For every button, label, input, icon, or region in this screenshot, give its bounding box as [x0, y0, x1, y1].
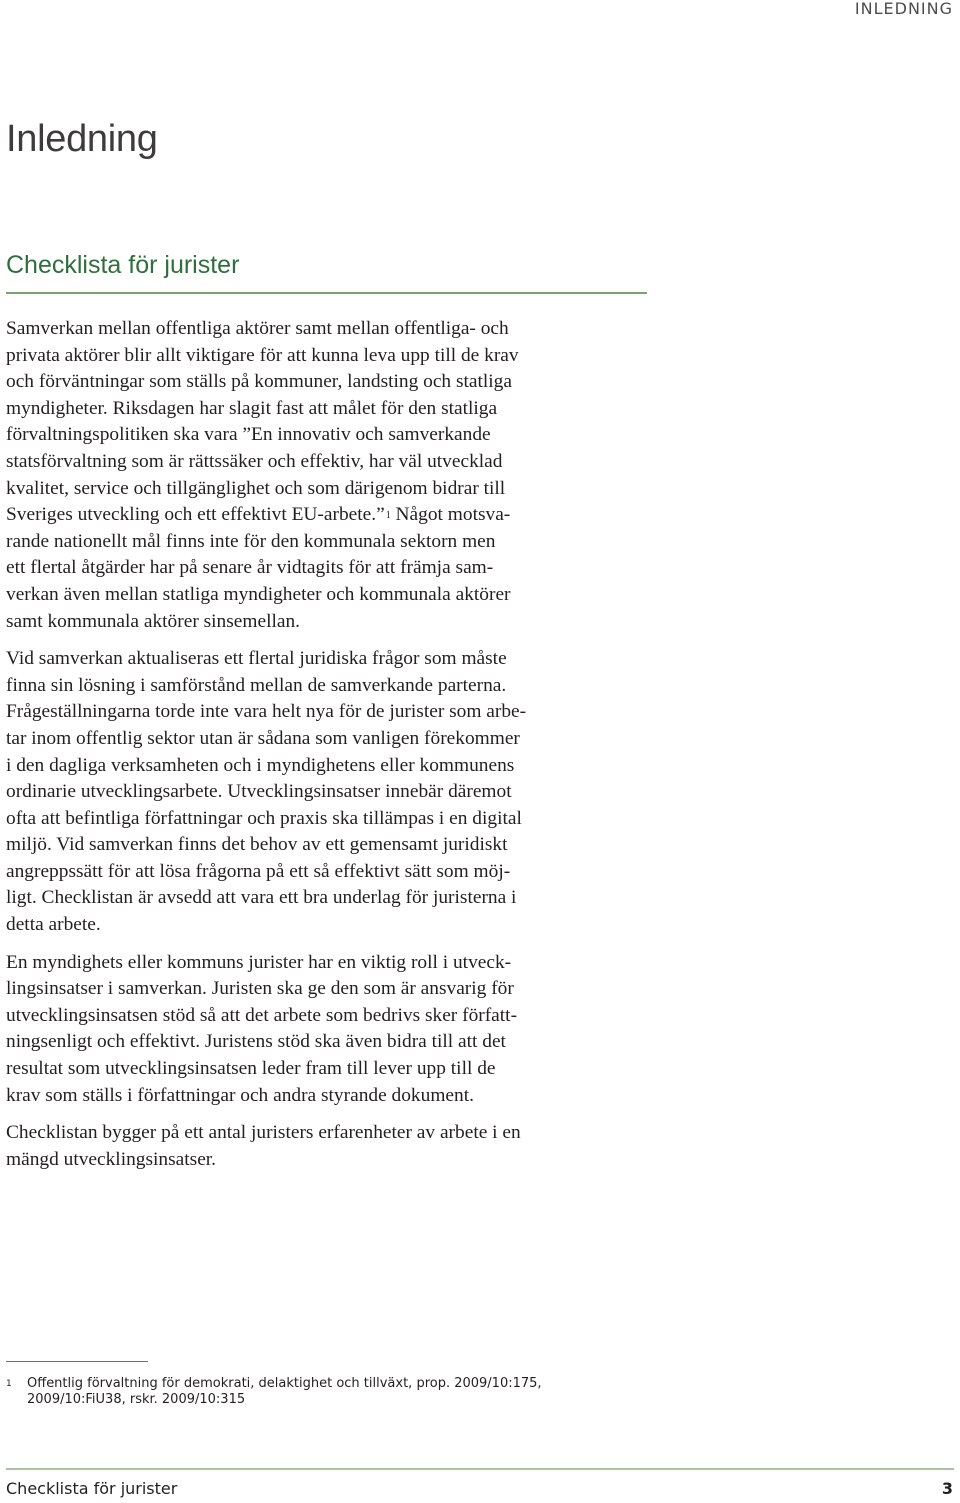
text-line: krav som ställs i författningar och andra styrande dokument.	[6, 1084, 474, 1106]
text-line: finna sin lösning i samförstånd mellan de samverkande parterna.	[6, 674, 507, 696]
text-line: ligt. Checklistan är avsedd att vara ett bra underlag för juristerna i	[6, 887, 517, 909]
chapter-title: Inledning	[6, 118, 158, 160]
text-line: Vid samverkan aktualiseras ett flertal juridiska frågor som måste	[6, 648, 507, 670]
text-line: tar inom offentlig sektor utan är sådana som vanligen förekommer	[6, 727, 520, 749]
footnote-number: 1	[6, 1379, 12, 1389]
text-line: detta arbete.	[6, 914, 101, 936]
text-line: myndigheter. Riksdagen har slagit fast att målet för den statliga	[6, 397, 498, 419]
text-line: i den dagliga verksamheten och i myndighetens eller kommunens	[6, 754, 515, 776]
text-line: förvaltningspolitiken ska vara ”En innovativ och samverkande	[6, 424, 491, 446]
text-line: En myndighets eller kommuns jurister har en viktig roll i utveck-	[6, 951, 512, 973]
body-text	[6, 316, 651, 1184]
text-segment: Sveriges utveckling och ett effektivt EU-arbete.”	[6, 504, 385, 526]
text-line: samt kommunala aktörer sinsemellan.	[6, 610, 301, 632]
text-line: Samverkan mellan offentliga aktörer samt mellan offentliga- och	[6, 318, 509, 339]
text-line: privata aktörer blir allt viktigare för att kunna leva upp till de krav	[6, 344, 519, 366]
text-line: verkan även mellan statliga myndigheter och kommunala aktörer	[6, 583, 511, 605]
text-line: ofta att befintliga författningar och praxis ska tillämpas i en digital	[6, 807, 522, 829]
text-line: Frågeställningarna torde inte vara helt nya för de jurister som arbe-	[6, 701, 527, 723]
section-title: Checklista för jurister	[6, 251, 240, 279]
page-number: 3	[941, 1479, 953, 1498]
text-line: angreppssätt för att lösa frågorna på ett så effektivt sätt som möj-	[6, 860, 511, 882]
paragraph-1	[6, 316, 651, 635]
paragraph-2	[6, 646, 651, 939]
footnote-reference[interactable]: 1	[385, 510, 391, 522]
text-segment: Något motsva-	[390, 504, 511, 526]
footnote-line: 2009/10:FiU38, rskr. 2009/10:315	[27, 1392, 246, 1407]
paragraph-4	[6, 1120, 651, 1173]
text-line: ordinarie utvecklingsarbete. Utvecklingsinsatser innebär däremot	[6, 781, 512, 803]
text-line: statsförvaltning som är rättssäker och effektiv, har väl utvecklad	[6, 450, 503, 472]
footnote-line: Offentlig förvaltning för demokrati, delaktighet och tillväxt, prop. 2009/10:175,	[27, 1376, 542, 1391]
text-line: lingsinsatser i samverkan. Juristen ska ge den som är ansvarig för	[6, 978, 514, 1000]
text-line: ningsenligt och effektivt. Juristens stöd ska även bidra till att det	[6, 1031, 506, 1053]
footnote	[6, 1376, 606, 1408]
text-line-with-footnote	[6, 502, 651, 529]
text-line: resultat som utvecklingsinsatsen leder fram till lever upp till de	[6, 1058, 496, 1080]
footnote-divider	[6, 1361, 148, 1362]
text-line: ett flertal åtgärder har på senare år vidtagits för att främja sam-	[6, 557, 494, 579]
text-line: rande nationellt mål finns inte för den kommunala sektorn men	[6, 530, 496, 552]
footer-title: Checklista för jurister	[6, 1479, 178, 1498]
text-line: miljö. Vid samverkan finns det behov av ett gemensamt juridiskt	[6, 834, 508, 856]
text-line: kvalitet, service och tillgänglighet och som därigenom bidrar till	[6, 477, 506, 499]
paragraph-3	[6, 950, 651, 1110]
section-divider	[6, 292, 647, 294]
footnote-text	[27, 1376, 606, 1408]
footer-divider	[6, 1468, 954, 1470]
text-line: utvecklingsinsatsen stöd så att det arbete som bedrivs sker författ-	[6, 1004, 518, 1026]
running-head: INLEDNING	[854, 0, 953, 18]
text-line: och förväntningar som ställs på kommuner, landsting och statliga	[6, 371, 512, 393]
text-line: mängd utvecklingsinsatser.	[6, 1148, 217, 1170]
text-line: Checklistan bygger på ett antal juristers erfarenheter av arbete i en	[6, 1122, 521, 1144]
